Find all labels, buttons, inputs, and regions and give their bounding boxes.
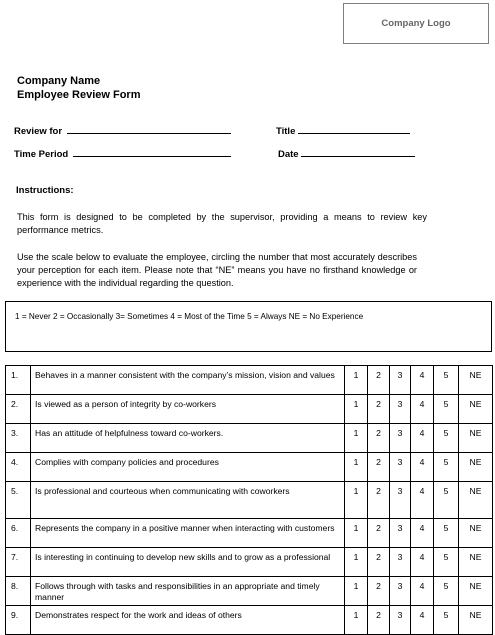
rating-option[interactable]: NE [459,519,493,548]
rating-option[interactable]: 4 [411,366,434,395]
rating-option[interactable]: NE [459,548,493,577]
rating-option[interactable]: NE [459,606,493,635]
rating-option[interactable]: 4 [411,606,434,635]
form-header [17,75,141,102]
rating-option[interactable]: NE [459,366,493,395]
rating-option[interactable]: 4 [411,519,434,548]
item-text: Represents the company in a positive manner when interacting with customers [31,519,345,548]
rating-option[interactable]: 4 [411,577,434,606]
rating-option[interactable]: 4 [411,453,434,482]
item-number: 2. [6,395,31,424]
rating-option[interactable]: 5 [434,424,459,453]
rating-option[interactable]: 5 [434,577,459,606]
rating-option[interactable]: 3 [390,519,411,548]
review-table [5,365,493,635]
rating-option[interactable]: 2 [368,453,390,482]
rating-option[interactable]: 4 [411,482,434,519]
date-label: Date [278,149,299,160]
rating-option[interactable]: 1 [345,366,368,395]
review-for-field[interactable] [14,125,231,137]
rating-option[interactable]: NE [459,424,493,453]
title-label: Title [276,126,296,137]
item-number: 6. [6,519,31,548]
time-period-input-line[interactable] [73,148,231,157]
title-input-line[interactable] [298,125,410,134]
rating-option[interactable]: 3 [390,482,411,519]
table-row [6,606,493,635]
rating-option[interactable]: 3 [390,548,411,577]
table-row [6,548,493,577]
rating-option[interactable]: NE [459,482,493,519]
rating-option[interactable]: 5 [434,548,459,577]
rating-option[interactable]: 2 [368,577,390,606]
item-text: Behaves in a manner consistent with the company’s mission, vision and values [31,366,345,395]
rating-option[interactable]: 2 [368,424,390,453]
rating-option[interactable]: NE [459,453,493,482]
item-number: 1. [6,366,31,395]
table-row [6,453,493,482]
rating-option[interactable]: 3 [390,395,411,424]
review-for-label: Review for [14,126,63,137]
rating-option[interactable]: 5 [434,482,459,519]
rating-option[interactable]: 2 [368,482,390,519]
rating-option[interactable]: 1 [345,548,368,577]
rating-option[interactable]: 1 [345,395,368,424]
rating-option[interactable]: 2 [368,366,390,395]
scale-legend: 1 = Never 2 = Occasionally 3= Sometimes 4 = Most of the Time 5 = Always NE = No Experience [15,312,364,321]
item-text: Demonstrates respect for the work and ideas of others [31,606,345,635]
item-number: 5. [6,482,31,519]
item-number: 3. [6,424,31,453]
review-for-input-line[interactable] [67,125,231,134]
rating-option[interactable]: 1 [345,424,368,453]
item-text: Complies with company policies and procedures [31,453,345,482]
item-text: Is professional and courteous when communicating with coworkers [31,482,345,519]
rating-option[interactable]: 4 [411,395,434,424]
rating-option[interactable]: 3 [390,606,411,635]
title-field[interactable] [276,125,410,137]
company-name: Company Name [17,75,101,87]
table-row [6,366,493,395]
rating-option[interactable]: 1 [345,577,368,606]
item-text: Follows through with tasks and responsibilities in an appropriate and timely manner [31,577,345,606]
item-text: Is interesting in continuing to develop new skills and to grow as a professional [31,548,345,577]
form-title: Employee Review Form [17,88,141,101]
item-number: 8. [6,577,31,606]
logo-label: Company Logo [381,18,451,29]
rating-option[interactable]: 5 [434,453,459,482]
date-field[interactable] [278,148,415,160]
company-logo-placeholder [343,3,489,44]
rating-option[interactable]: NE [459,577,493,606]
rating-option[interactable]: NE [459,395,493,424]
item-text: Has an attitude of helpfulness toward co-workers. [31,424,345,453]
scale-legend-box [5,301,492,352]
table-row [6,482,493,519]
date-input-line[interactable] [301,148,415,157]
rating-option[interactable]: 3 [390,366,411,395]
rating-option[interactable]: 1 [345,482,368,519]
rating-option[interactable]: 3 [390,453,411,482]
rating-option[interactable]: 5 [434,366,459,395]
rating-option[interactable]: 3 [390,577,411,606]
time-period-field[interactable] [14,148,231,160]
rating-option[interactable]: 1 [345,453,368,482]
rating-option[interactable]: 5 [434,606,459,635]
item-number: 4. [6,453,31,482]
instructions-paragraph-2: Use the scale below to evaluate the employee, circling the number that most accurately describes your perception for each item. Please note that “NE” means you have no firsthand knowledge or experience with the individual regarding the question. [17,252,417,289]
instructions-heading: Instructions: [16,185,74,196]
instructions-paragraph-1: This form is designed to be completed by the supervisor, providing a means to review key performance metrics. [17,212,427,236]
rating-option[interactable]: 1 [345,519,368,548]
time-period-label: Time Period [14,149,69,160]
table-row [6,577,493,606]
item-number: 9. [6,606,31,635]
rating-option[interactable]: 5 [434,519,459,548]
rating-option[interactable]: 2 [368,548,390,577]
table-row [6,519,493,548]
table-row [6,424,493,453]
table-row [6,395,493,424]
rating-option[interactable]: 2 [368,519,390,548]
rating-option[interactable]: 5 [434,395,459,424]
rating-option[interactable]: 4 [411,548,434,577]
rating-option[interactable]: 2 [368,395,390,424]
rating-option[interactable]: 1 [345,606,368,635]
rating-option[interactable]: 4 [411,424,434,453]
rating-option[interactable]: 2 [368,606,390,635]
item-text: Is viewed as a person of integrity by co-workers [31,395,345,424]
item-number: 7. [6,548,31,577]
rating-option[interactable]: 3 [390,424,411,453]
